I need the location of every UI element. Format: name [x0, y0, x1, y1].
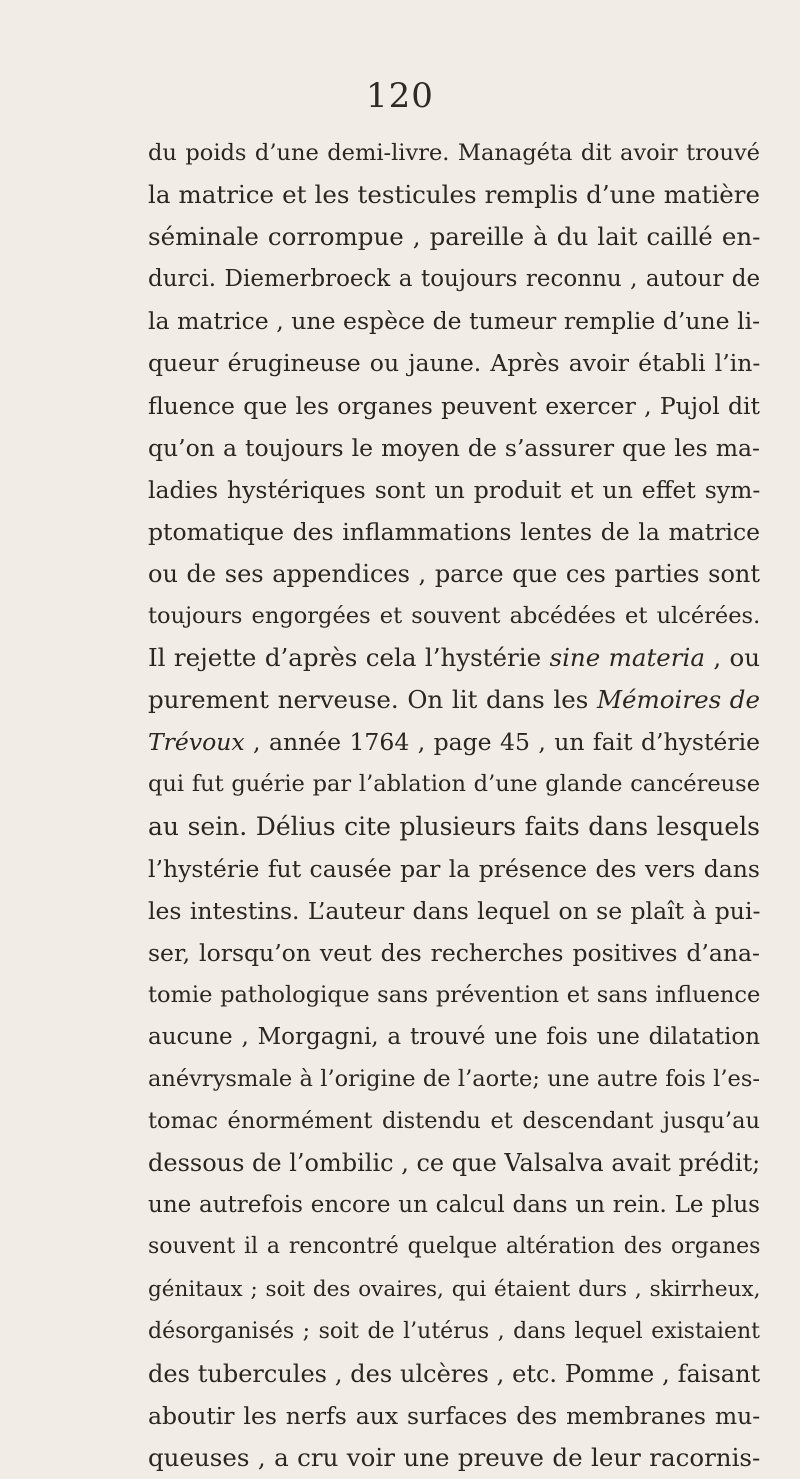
text-line: tomie pathologique sans prévention et sans influence — [148, 981, 761, 1008]
text-line: ser, lorsqu’on veut des recherches positives d’ana- — [148, 938, 760, 967]
text-line: ou de ses appendices , parce que ces parties sont — [148, 559, 760, 588]
italic-title: Mémoires de — [596, 685, 760, 715]
text-line: Il rejette d’après cela l’hystérie sine materia , ou — [148, 643, 761, 673]
italic-phrase: sine materia — [549, 643, 705, 673]
page-number: 120 — [366, 76, 434, 116]
text-line: aucune , Morgagni, a trouvé une fois une dilatation — [148, 1023, 761, 1050]
text-line: queur érugineuse ou jaune. Après avoir établi l’in- — [148, 349, 761, 378]
text-line: désorganisés ; soit de l’utérus , dans lequel existaient — [148, 1318, 760, 1344]
text-line: qu’on a toujours le moyen de s’assurer que les ma- — [148, 433, 760, 462]
text-line: durci. Diemerbroeck a toujours reconnu , autour de — [148, 266, 761, 293]
text-line: au sein. Délius cite plusieurs faits dans lesquels — [148, 811, 760, 841]
text-line: tomac énormément distendu et descendant jusqu’au — [148, 1108, 760, 1135]
text-line: qui fut guérie par l’ablation d’une glande cancéreuse — [148, 771, 761, 798]
body-text — [148, 132, 760, 1479]
text-line: dessous de l’ombilic , ce que Valsalva avait prédit; — [148, 1149, 761, 1178]
text-line: purement nerveuse. On lit dans les Mémoires de — [148, 685, 760, 715]
text-line: des tubercules , des ulcères , etc. Pomme , faisant — [148, 1359, 761, 1388]
text-line: l’hystérie fut causée par la présence des vers dans — [148, 854, 760, 883]
text-line: fluence que les organes peuvent exercer , Pujol dit — [148, 391, 760, 420]
text-line: les intestins. L’auteur dans lequel on se plaît à pui- — [148, 896, 761, 925]
italic-title: Trévoux — [148, 728, 245, 757]
text-line: Trévoux , année 1764 , page 45 , un fait d’hystérie — [148, 728, 760, 757]
text-line: toujours engorgées et souvent abcédées et ulcérées. — [148, 603, 761, 630]
text-line: aboutir les nerfs aux surfaces des membranes mu- — [148, 1401, 761, 1430]
text-line: la matrice , une espèce de tumeur remplie d’une li- — [148, 307, 761, 336]
text-line: séminale corrompue , pareille à du lait caillé en- — [148, 222, 761, 252]
text-line: ptomatique des inflammations lentes de la matrice — [148, 517, 761, 546]
text-line: génitaux ; soit des ovaires, qui étaient durs , skirrheux, — [148, 1276, 761, 1302]
text-line: la matrice et les testicules remplis d’une matière — [148, 180, 760, 210]
text-line: ladies hystériques sont un produit et un effet sym- — [148, 475, 761, 504]
text-line: souvent il a rencontré quelque altération des organes — [148, 1234, 761, 1260]
text-line: du poids d’une demi-livre. Managéta dit avoir trouvé — [148, 140, 760, 166]
text-line: une autrefois encore un calcul dans un rein. Le plus — [148, 1192, 760, 1219]
text-line: queuses , a cru voir une preuve de leur racornis- — [148, 1442, 761, 1472]
text-line: anévrysmale à l’origine de l’aorte; une autre fois l’es- — [148, 1066, 760, 1093]
